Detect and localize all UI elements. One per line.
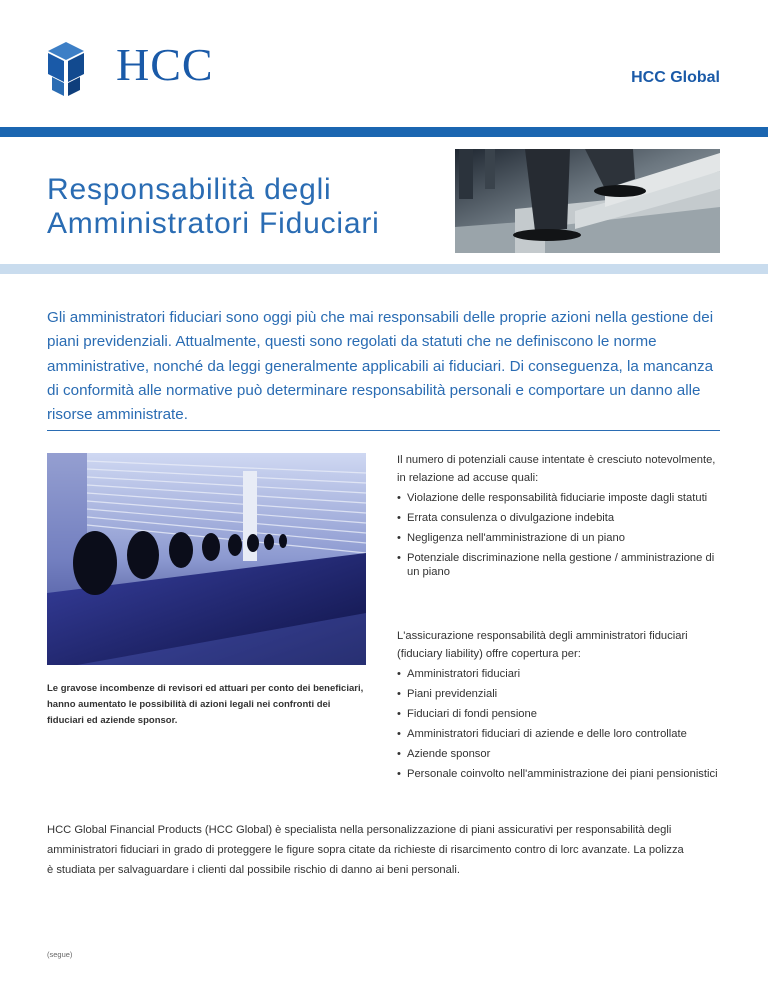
title-line-2: Amministratori Fiduciari bbox=[47, 207, 380, 240]
boardroom-photo bbox=[47, 453, 366, 665]
accusations-list bbox=[397, 491, 727, 579]
list-item: • Errata consulenza o divulgazione indebita bbox=[397, 511, 727, 525]
coverage-lead: L'assicurazione responsabilità degli amministratori fiduciari (fiduciary liability) offre copertura per: bbox=[397, 630, 688, 660]
list-item: • Potenziale discriminazione nella gestione / amministrazione di un piano bbox=[397, 551, 727, 579]
list-item: • Personale coinvolto nell'amministrazione dei piani pensionistici bbox=[397, 767, 727, 781]
list-item: • Violazione delle responsabilità fiduciarie imposte dagli statuti bbox=[397, 491, 727, 505]
title-line-1: Responsabilità degli bbox=[47, 173, 332, 206]
header-band bbox=[0, 127, 768, 137]
list-item: • Aziende sponsor bbox=[397, 747, 727, 761]
section-rule bbox=[47, 430, 720, 431]
logo-wordmark: HCC bbox=[116, 39, 214, 90]
intro-paragraph: Gli amministratori fiduciari sono oggi più che mai responsabili delle proprie azioni nella gestione dei piani previdenziali. Attualmente, questi sono regolati da statuti che ne definiscono le norme amministrative, nonché da leggi generalmente applicabili ai fiduciari. Di conseguenza, la mancanza di conformità alle normative può determinare responsabilità personali e comportare un danno alle risorse amministrate. bbox=[47, 309, 714, 424]
accusations-section bbox=[397, 451, 727, 585]
page-title bbox=[47, 173, 380, 241]
list-item: • Negligenza nell'amministrazione di un piano bbox=[397, 531, 727, 545]
list-item: • Piani previdenziali bbox=[397, 687, 727, 701]
closing-paragraph: HCC Global Financial Products (HCC Global) è specialista nella personalizzazione di piani assicurativi per responsabilità degli amministratori fiduciari in grado di proteggere le figure sopra citate da richieste di risarcimento contro di lorc avanzate. La polizza è studiata per salvaguardare i clienti dal possibile rischio di danno ai beni personali. bbox=[47, 824, 684, 876]
coverage-list bbox=[397, 667, 727, 781]
continued-note: (segue) bbox=[47, 950, 73, 959]
hero-stairs-photo bbox=[455, 149, 720, 253]
list-item: • Amministratori fiduciari bbox=[397, 667, 727, 681]
brand-name: HCC Global bbox=[631, 69, 720, 86]
divider-band bbox=[0, 264, 768, 274]
list-item: • Fiduciari di fondi pensione bbox=[397, 707, 727, 721]
coverage-section bbox=[397, 627, 727, 787]
logo-cube-icon bbox=[48, 42, 84, 96]
accusations-lead: Il numero di potenziali cause intentate è cresciuto notevolmente, in relazione ad accuse quali: bbox=[397, 454, 716, 484]
list-item: • Amministratori fiduciari di aziende e delle loro controllate bbox=[397, 727, 727, 741]
photo-caption: Le gravose incombenze di revisori ed attuari per conto dei beneficiari, hanno aumentato le possibilità di azioni legali nei confronti dei fiduciari ed aziende sponsor. bbox=[47, 683, 364, 726]
